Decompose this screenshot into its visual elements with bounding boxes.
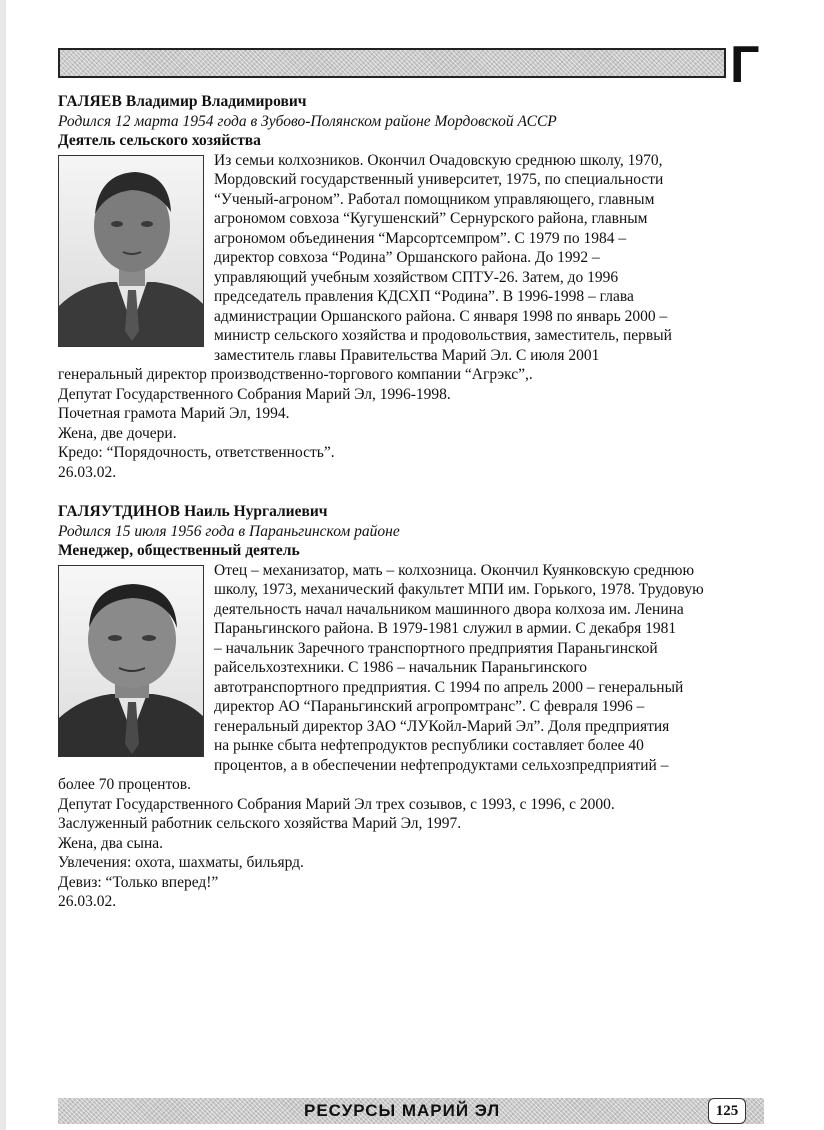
bio-line: деятельность начал начальником машинного двора колхоза им. Ленина — [214, 600, 684, 618]
bio-line: – начальник Заречного транспортного предприятия Параньгинской — [214, 639, 658, 657]
biography-entry — [58, 502, 770, 912]
entry-date: 26.03.02. — [58, 893, 117, 910]
person-name — [58, 502, 770, 522]
birth-info: Родился 15 июля 1956 года в Параньгинском районе — [58, 522, 400, 540]
bio-continuation: генеральный директор производственно-торгового компании “Агрэкс”,. — [58, 366, 533, 383]
bio-line: управляющий учебным хозяйством СПТУ-26. Затем, до 1996 — [214, 268, 619, 286]
birth-info: Родился 12 марта 1954 года в Зубово-Полянском районе Мордовской АССР — [58, 112, 557, 130]
bio-line: агрономом объединения “Марсортсемпром”. С 1979 по 1984 – — [214, 229, 627, 247]
extra-line: Депутат Государственного Собрания Марий Эл трех созывов, с 1993, с 1996, с 2000. — [58, 795, 615, 813]
bio-line: райсельхозтехники. С 1986 – начальник Параньгинского — [214, 659, 588, 676]
extra-line: Увлечения: охота, шахматы, бильярд. — [58, 854, 304, 871]
bio-line: на рынке сбыта нефтепродуктов республики составляет более 40 — [214, 737, 644, 754]
bio-line: министр сельского хозяйства и продовольствия, заместитель, первый — [214, 327, 672, 344]
photo-and-bio — [58, 151, 770, 366]
bio-line: Мордовский государственный университет, 1975, по специальности — [214, 171, 664, 188]
bio-line: директор АО “Параньгинский агропромтранс”. С февраля 1996 – — [214, 698, 645, 715]
portrait-image — [59, 156, 204, 347]
extra-line: Депутат Государственного Собрания Марий Эл, 1996-1998. — [58, 385, 451, 403]
bio-line: Из семьи колхозников. Окончил Очадовскую среднюю школу, 1970, — [214, 151, 663, 169]
photo-and-bio — [58, 561, 770, 776]
portrait-image — [59, 566, 204, 757]
person-surname: ГАЛЯУТДИНОВ — [58, 503, 181, 520]
person-given-name: Наиль Нургалиевич — [184, 503, 328, 520]
portrait-photo — [58, 565, 204, 757]
person-name — [58, 92, 770, 112]
bio-line: Параньгинского района. В 1979-1981 служил в армии. С декабря 1981 — [214, 620, 677, 637]
bio-line: генеральный директор ЗАО “ЛУКойл-Марий Эл”. Доля предприятия — [214, 717, 670, 735]
bio-line: директор совхоза “Родина” Оршанского района. До 1992 – — [214, 249, 600, 266]
bio-line: Отец – механизатор, мать – колхозница. Окончил Куянковскую среднюю — [214, 561, 695, 579]
bio-line: автотранспортного предприятия. С 1994 по апрель 2000 – генеральный — [214, 678, 684, 696]
person-given-name: Владимир Владимирович — [125, 93, 307, 110]
extra-line: Кредо: “Порядочность, ответственность”. — [58, 444, 335, 461]
bio-line: процентов, а в обеспечении нефтепродуктами сельхозпредприятий – — [214, 756, 669, 774]
extra-line: Жена, два сына. — [58, 834, 164, 852]
occupation: Менеджер, общественный деятель — [58, 542, 300, 559]
extra-line: Девиз: “Только вперед!” — [58, 873, 219, 891]
bio-line: заместитель главы Правительства Марий Эл. С июля 2001 — [214, 346, 600, 364]
section-letter: Г — [730, 36, 760, 94]
footer-title: РЕСУРСЫ МАРИЙ ЭЛ — [304, 1101, 501, 1120]
bio-line: школу, 1973, механический факультет МПИ им. Горького, 1978. Трудовую — [214, 581, 704, 598]
bio-line: администрации Оршанского района. С января 1998 по январь 2000 – — [214, 307, 668, 325]
bio-continuation: более 70 процентов. — [58, 776, 191, 793]
extra-line: Жена, две дочери. — [58, 424, 177, 442]
portrait-photo — [58, 155, 204, 347]
occupation: Деятель сельского хозяйства — [58, 132, 261, 149]
bio-line: председатель правления КДСХП “Родина”. В 1996-1998 – глава — [214, 288, 634, 305]
extra-line: Заслуженный работник сельского хозяйства Марий Эл, 1997. — [58, 815, 462, 832]
section-header-band — [58, 48, 726, 78]
scan-edge — [0, 0, 6, 1130]
extra-line: Почетная грамота Марий Эл, 1994. — [58, 405, 290, 422]
entry-date: 26.03.02. — [58, 463, 117, 481]
person-surname: ГАЛЯЕВ — [58, 93, 122, 110]
bio-line: агрономом совхоза “Кугушенский” Сернурского района, главным — [214, 210, 648, 227]
bio-line: “Ученый-агроном”. Работал помощником управляющего, главным — [214, 190, 655, 208]
biography-entry — [58, 92, 770, 482]
page-number: 125 — [708, 1098, 746, 1124]
